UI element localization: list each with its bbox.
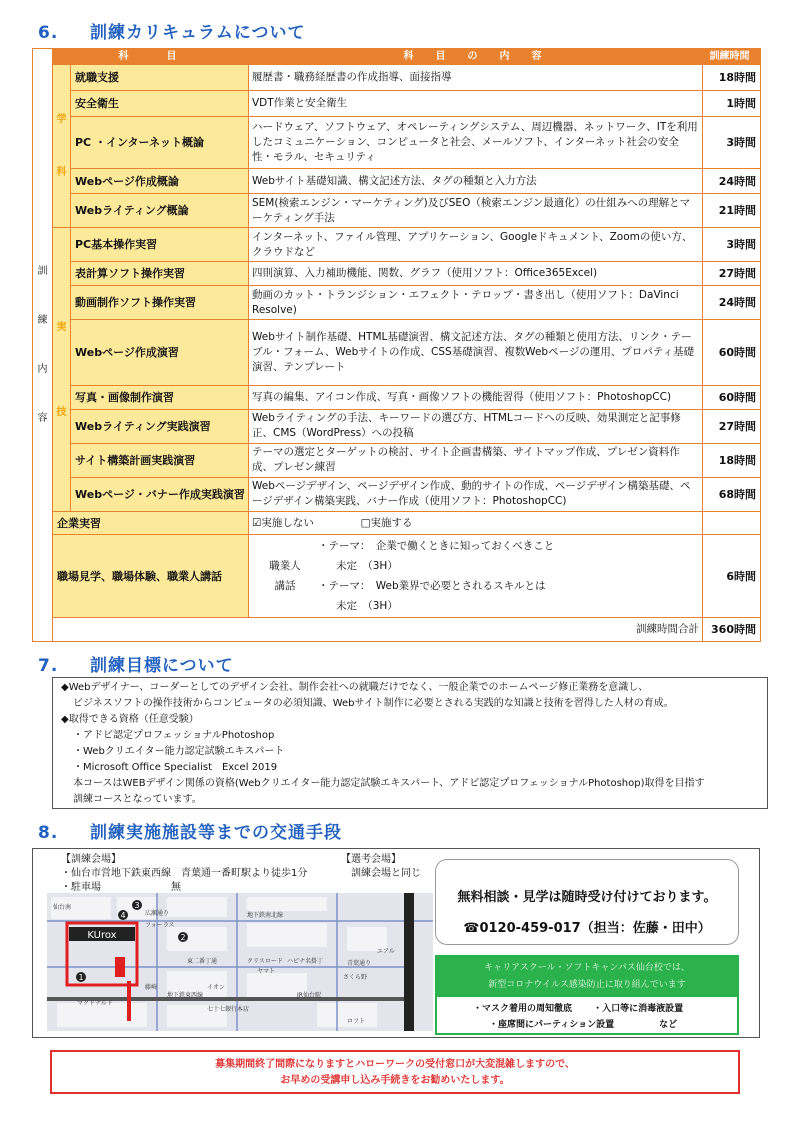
- subject-cell: 就職支援: [71, 65, 249, 91]
- goal-line: ・アドビ認定プロフェッショナルPhotoshop: [73, 730, 275, 741]
- notice-box: 募集期間終了間際になりますとハローワークの受付窓口が大変混雑しますので、 お早めの受講申し込み手続きをお勧めいたします。: [50, 1050, 740, 1094]
- content-cell: Webサイト制作基礎、HTML基礎演習、構文記述方法、タグの種類と使用方法、リンク・テーブル・フォーム、Webサイトの作成、CSS基礎演習、複数Webページの運用、プロパティ基礎演習、テンプレート: [249, 320, 703, 386]
- option-not-implemented: ☑実施しない: [252, 516, 314, 529]
- map-label: さくら野: [343, 974, 368, 981]
- access-map: [47, 893, 433, 1031]
- subject-cell: Webページ・バナー作成実践演習: [71, 477, 249, 511]
- subject-cell: サイト構築計画実践演習: [71, 443, 249, 477]
- total-label: 訓練時間合計: [53, 618, 703, 642]
- subject-cell: 表計算ソフト操作実習: [71, 262, 249, 286]
- content-cell: テーマの選定とターゲットの検討、サイト企画書構築、サイトマップ作成、プレゼン資料作成、プレゼン練習: [249, 443, 703, 477]
- table-header: [33, 49, 761, 65]
- hours-cell: 60時間: [703, 386, 761, 410]
- subject-cell: Webページ作成概論: [71, 168, 249, 194]
- map-label: クリスロード: [247, 958, 283, 965]
- goal-line: ・Microsoft Office Specialist Excel 2019: [73, 762, 278, 773]
- section-7-title: 7. 訓練目標について: [38, 656, 234, 676]
- hours-cell: 21時間: [703, 194, 761, 228]
- map-label: 青葉通り: [347, 960, 372, 967]
- hours-cell: 24時間: [703, 168, 761, 194]
- map-label: 仙台南: [53, 904, 72, 911]
- map-graphic: [47, 893, 433, 1031]
- internship-subject: 企業実習: [53, 511, 249, 535]
- total-hours: 360時間: [703, 618, 761, 642]
- map-marker: 4: [120, 911, 126, 920]
- table-row: [33, 535, 761, 618]
- group-academic: 学 科: [53, 65, 71, 228]
- map-label: JR仙台駅: [297, 992, 321, 999]
- header-subject: 科 目: [53, 49, 249, 65]
- goals-box: [52, 677, 768, 809]
- hours-cell: 3時間: [703, 116, 761, 168]
- hours-cell: 68時間: [703, 477, 761, 511]
- content-cell: SEM(検索エンジン・マーケティング)及びSEO（検索エンジン最適化）の仕組みへの理解とマーケティング手法: [249, 194, 703, 228]
- covid-header: キャリアスクール・ソフトキャンパス仙台校では、 新型コロナウイルス感染防止に取り組んでいます: [437, 957, 737, 997]
- table-row: [33, 511, 761, 535]
- subject-cell: PC基本操作実習: [71, 228, 249, 262]
- contact-phone[interactable]: ☎0120-459-017（担当：佐藤・田中）: [463, 921, 711, 936]
- content-cell: 四則演算、入力補助機能、関数、グラフ（使用ソフト：Office365Excel): [249, 262, 703, 286]
- table-row: [33, 116, 761, 168]
- hours-cell: 27時間: [703, 262, 761, 286]
- section-8-title: 8. 訓練実施施設等までの交通手段: [38, 823, 342, 843]
- subject-cell: 写真・画像制作演習: [71, 386, 249, 410]
- content-cell: インターネット、ファイル管理、アプリケーション、Googleドキュメント、Zoomの使い方、クラウドなど: [249, 228, 703, 262]
- map-label: 広瀬通り: [145, 910, 170, 917]
- map-label: イオン: [207, 984, 225, 991]
- internship-options: [249, 511, 703, 535]
- subject-cell: 安全衛生: [71, 90, 249, 116]
- table-row: [33, 386, 761, 410]
- option-implemented: □実施する: [360, 516, 413, 529]
- map-label: ヤマト: [257, 968, 276, 975]
- hours-cell: 3時間: [703, 228, 761, 262]
- table-row: [33, 286, 761, 320]
- subject-cell: Webライティング実践演習: [71, 409, 249, 443]
- content-cell: Webページデザイン、ページデザイン作成、動的サイトの作成、ページデザイン構築基礎、ページデザイン構築実践、バナー作成（使用ソフト：PhotoshopCC): [249, 477, 703, 511]
- content-cell: VDT作業と安全衛生: [249, 90, 703, 116]
- training-venue: 【訓練会場】 ・仙台市営地下鉄東西線 青葉通一番町駅より徒歩1分 ・駐車場 無: [61, 854, 308, 893]
- goal-line: ・Webクリエイター能力認定試験エキスパート: [73, 746, 285, 757]
- covid-measures: ・マスク着用の周知徹底 ・入口等に消毒液設置 ・座席間にパーティション設置 など: [473, 1004, 684, 1030]
- visit-content: 職業人 講話 ・テーマ： 企業で働くときに知っておくべきこと 未定 （3H） ・テーマ： Web業界で必要とされるスキルとは 未定 （3H）: [249, 535, 703, 618]
- subject-cell: Webライティング概論: [71, 194, 249, 228]
- content-cell: Webサイト基礎知識、構文記述方法、タグの種類と入力方法: [249, 168, 703, 194]
- subject-cell: PC ・インターネット概論: [71, 116, 249, 168]
- map-label: 東二番丁通: [187, 958, 218, 965]
- map-label: ハピナ名掛丁: [287, 958, 324, 965]
- hours-cell: 1時間: [703, 90, 761, 116]
- visit-subject: 職場見学、職場体験、職業人講話: [53, 535, 249, 618]
- content-cell: ハードウェア、ソフトウェア、オペレーティングシステム、周辺機器、ネットワーク、ITを利用したコミュニケーション、コンピュータと社会、メールソフト、インターネット社会の安全性・モラル、セキュリティ: [249, 116, 703, 168]
- access-box: [32, 848, 760, 1038]
- goal-line: 本コースはWEBデザイン関係の資格(Webクリエイター能力認定試験エキスパート、アドビ認定プロフェッショナルPhotoshop)取得を目指す: [73, 778, 705, 789]
- content-cell: Webライティングの手法、キーワードの選び方、HTMLコードへの反映、効果測定と記事修正、CMS（WordPress）への投稿: [249, 409, 703, 443]
- table-row: [33, 320, 761, 386]
- map-marker: 2: [180, 933, 186, 942]
- table-row: [33, 65, 761, 91]
- table-row: [33, 168, 761, 194]
- side-label: 訓 練 内 容: [33, 49, 53, 642]
- covid-box: [435, 955, 739, 1035]
- hours-cell: 27時間: [703, 409, 761, 443]
- map-marker: 1: [78, 973, 84, 982]
- subject-cell: 動画制作ソフト操作実習: [71, 286, 249, 320]
- map-label: ロフト: [347, 1018, 366, 1025]
- map-marker: 3: [134, 901, 140, 910]
- content-cell: 写真の編集、アイコン作成、写真・画像ソフトの機能習得（使用ソフト：PhotoshopCC): [249, 386, 703, 410]
- table-row: [33, 262, 761, 286]
- map-label: エアル: [377, 948, 395, 955]
- table-row: [33, 228, 761, 262]
- total-row: [33, 618, 761, 642]
- map-label: フォーラス: [145, 922, 175, 929]
- table-row: [33, 477, 761, 511]
- curriculum-table: [32, 48, 761, 642]
- map-label: 地下鉄東西線: [167, 992, 204, 999]
- subject-cell: Webページ作成演習: [71, 320, 249, 386]
- header-hours: 訓練時間: [703, 49, 761, 65]
- table-row: [33, 194, 761, 228]
- contact-text: 無料相談・見学は随時受け付けております。: [457, 890, 717, 905]
- map-label: 藤崎: [145, 984, 158, 991]
- content-cell: 動画のカット・トランジション・エフェクト・テロップ・書き出し（使用ソフト：DaVinci Resolve): [249, 286, 703, 320]
- exam-venue: 【選考会場】 訓練会場と同じ: [341, 854, 421, 879]
- hours-cell: 6時間: [703, 535, 761, 618]
- hours-cell: 18時間: [703, 443, 761, 477]
- goal-line: ◆取得できる資格（任意受験）: [61, 714, 199, 725]
- table-row: [33, 90, 761, 116]
- group-practical: 実 技: [53, 228, 71, 511]
- content-cell: 履歴書・職務経歴書の作成指導、面接指導: [249, 65, 703, 91]
- contact-box: [435, 859, 739, 945]
- table-row: [33, 409, 761, 443]
- goal-line: ◆Webデザイナー、コーダーとしてのデザイン会社、制作会社への就職だけでなく、一般企業でのホームページ修正業務を意識し、: [61, 682, 649, 693]
- map-label: 地下鉄南北線: [247, 912, 284, 919]
- header-content: 科 目 の 内 容: [249, 49, 703, 65]
- goal-line: 訓練コースとなっています。: [73, 794, 202, 805]
- section-6-title: 6. 訓練カリキュラムについて: [38, 23, 306, 43]
- table-row: [33, 443, 761, 477]
- hours-cell: 60時間: [703, 320, 761, 386]
- hours-cell: 18時間: [703, 65, 761, 91]
- hours-cell: 24時間: [703, 286, 761, 320]
- map-label: マクドナルド: [77, 1000, 113, 1007]
- goal-line: ビジネスソフトの操作技術からコンピュータの必須知識、Webサイト制作に必要とされる実践的な知識と技術を習得した人材の育成。: [73, 698, 674, 709]
- map-logo: KUrox: [87, 930, 117, 941]
- map-label: 七十七銀行本店: [207, 1006, 250, 1013]
